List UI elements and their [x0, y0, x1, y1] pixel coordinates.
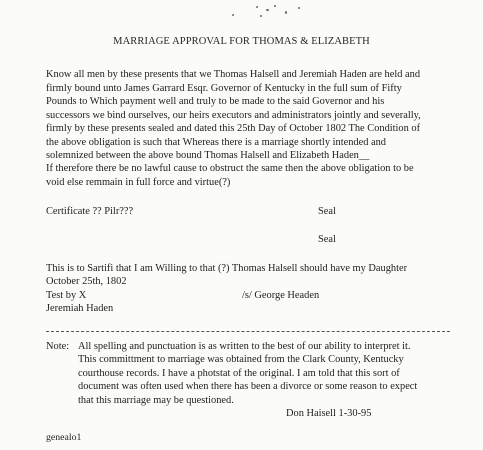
- bond-line: If therefore there be no lawful cause to obstruct the same then the above obligation to be: [46, 163, 414, 174]
- note-line: document was often used when there has been a divorce or some reason to expect: [78, 381, 418, 392]
- bond-line: solemnized between the above bound Thomas Halsell and Elizabeth Haden__: [46, 150, 370, 161]
- note-label: Note:: [46, 341, 70, 352]
- seal-label: Seal: [318, 206, 336, 217]
- bond-line: void else remmain in full force and virtue(?): [46, 177, 231, 188]
- note-line: All spelling and punctuation is as written to the best of our ability to interpret it.: [78, 341, 411, 352]
- bond-line: firmly bound unto James Garrard Esqr. Governor of Kentucky in the full sum of Fifty: [46, 83, 402, 94]
- bond-line: successors we bind ourselves, our heirs executors and administrators jointly and severally,: [46, 110, 421, 121]
- note-line: This committment to marriage was obtained from the Clark County, Kentucky: [78, 354, 404, 365]
- footer-label: genealo1: [46, 432, 82, 443]
- scan-speck: [285, 11, 287, 14]
- note-line: that this marriage may be questioned.: [78, 395, 234, 406]
- consent-line: October 25th, 1802: [46, 276, 127, 287]
- dashed-divider: [46, 331, 450, 332]
- seal-label: Seal: [318, 234, 336, 245]
- consent-line: Jeremiah Haden: [46, 303, 114, 314]
- scan-speck: [260, 15, 262, 17]
- scan-speck: [274, 5, 276, 7]
- signature-line: /s/ George Headen: [242, 290, 320, 301]
- bond-line: Know all men by these presents that we Thomas Halsell and Jeremiah Haden are held and: [46, 69, 421, 80]
- bond-line: the above obligation is such that Whereas there is a marriage shortly intended and: [46, 137, 386, 148]
- scan-speck: [232, 14, 234, 16]
- note-line: courthouse records. I have a photstat of the original. I am told that this sort of: [78, 368, 400, 379]
- bond-line: Pounds to Which payment well and truly to be made to the said Governor and his: [46, 96, 385, 107]
- document-title: MARRIAGE APPROVAL FOR THOMAS & ELIZABETH: [113, 36, 370, 47]
- certificate-line: Certificate ?? Pilr???: [46, 206, 134, 217]
- scan-speck: [298, 7, 300, 9]
- scan-speck: [256, 6, 258, 8]
- note-author: Don Haisell 1-30-95: [286, 408, 372, 419]
- consent-line: This is to Sartifi that I am Willing to that (?) Thomas Halsell should have my Daughter: [46, 263, 408, 274]
- consent-line: Test by X: [46, 290, 87, 301]
- bond-line: firmly by these presents sealed and dated this 25th Day of October 1802 The Condition of: [46, 123, 421, 134]
- scan-speck: [266, 9, 269, 11]
